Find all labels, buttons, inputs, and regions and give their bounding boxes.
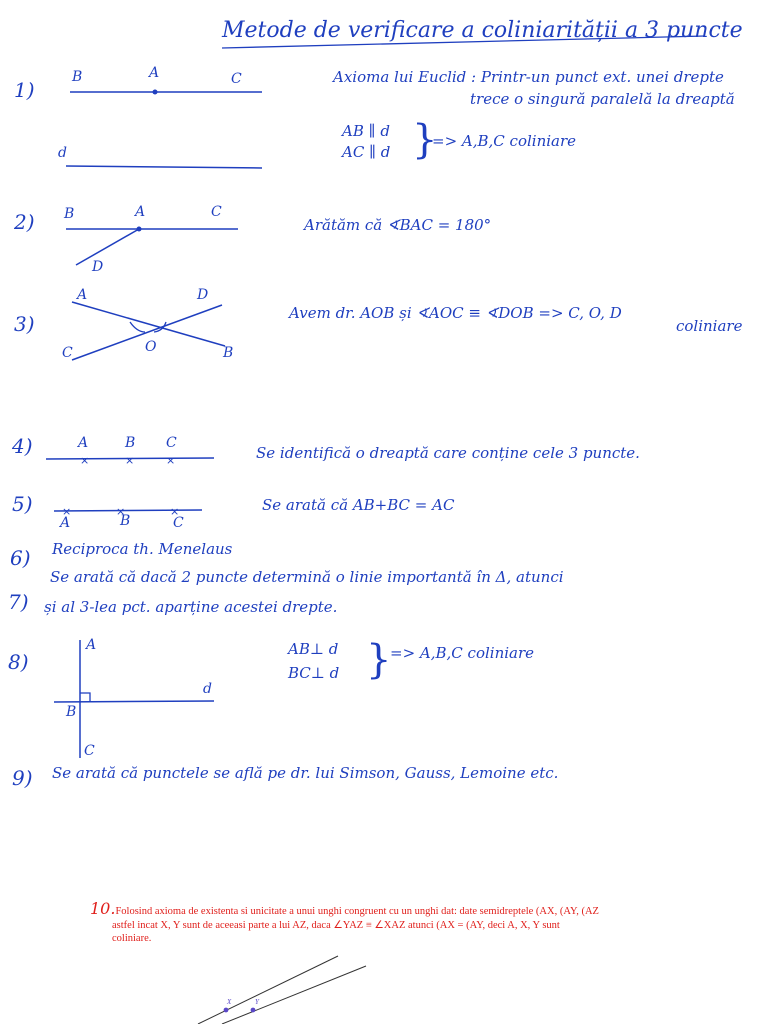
method-1-number: 1) — [14, 78, 35, 102]
method-7-text-line2: și al 3-lea pct. aparține acestei drepte. — [44, 598, 338, 616]
method-2-text: Arătăm că ∢BAC = 180° — [304, 216, 492, 234]
svg-text:×: × — [166, 454, 176, 467]
method-8-condition-2: BC⊥ d — [288, 664, 340, 682]
method-5-number: 5) — [12, 492, 33, 516]
method-8-condition-1: AB⊥ d — [288, 640, 339, 658]
svg-text:×: × — [116, 505, 126, 518]
method-9-number: 9) — [12, 766, 33, 790]
method-10-label-X: X — [227, 998, 232, 1006]
method-5-text: Se arată că AB+BC = AC — [262, 496, 455, 514]
method-2-number: 2) — [14, 210, 35, 234]
method-3-label-C: C — [62, 345, 73, 361]
method-10-text-line1: Folosind axioma de existenta si unicitate a unui unghi congruent cu un unghi dat: date semidreptele (AX, (AY, (AZ — [115, 906, 599, 917]
svg-text:×: × — [125, 454, 135, 467]
method-1-label-d: d — [58, 145, 67, 161]
method-4-number: 4) — [12, 434, 33, 458]
method-8-label-C: C — [84, 743, 95, 759]
method-4-label-A: A — [78, 435, 89, 451]
method-8-label-d: d — [203, 681, 212, 697]
method-3-number: 3) — [14, 312, 35, 336]
method-5-label-C: C — [173, 515, 184, 531]
method-1-result: => A,B,C coliniare — [432, 132, 577, 150]
svg-text:×: × — [170, 505, 180, 518]
method-2-label-D: D — [92, 259, 104, 275]
method-6-number: 6) — [10, 546, 31, 570]
method-10-point-Y — [251, 1008, 256, 1013]
method-2-label-A: A — [135, 204, 146, 220]
method-1-text-line1: Axioma lui Euclid : Printr-un punct ext. unei drepte — [333, 68, 724, 86]
method-4-text: Se identifică o dreaptă care conține cele 3 puncte. — [256, 444, 640, 462]
method-2-label-B: B — [64, 206, 75, 222]
method-5-label-A: A — [60, 515, 71, 531]
method-4-label-B: B — [125, 435, 136, 451]
page-title: Metode de verificare a coliniarității a 3 puncte — [222, 18, 743, 43]
method-3-label-A: A — [77, 287, 88, 303]
method-8-label-B: B — [66, 704, 77, 720]
method-10-label-Y: Y — [255, 998, 259, 1006]
svg-text:×: × — [80, 454, 90, 467]
method-1-brace: } — [412, 117, 438, 163]
method-7-number: 7) — [8, 590, 29, 614]
method-1-text-line2: trece o singură paralelă la dreaptă — [470, 90, 735, 108]
method-1-condition-2: AC ∥ d — [342, 143, 391, 161]
method-3-text: Avem dr. AOB și ∢AOC ≡ ∢DOB => C, O, D — [289, 304, 622, 322]
method-1-label-B: B — [72, 69, 83, 85]
svg-text:×: × — [62, 505, 72, 518]
method-10-text-line2: astfel incat X, Y sunt de aceeasi parte a lui AZ, daca ∠YAZ ≡ ∠XAZ atunci (AX = (AY, deci A, X, Y sunt — [112, 919, 560, 931]
method-4-label-C: C — [166, 435, 177, 451]
method-8-number: 8) — [8, 650, 29, 674]
method-10-point-X — [224, 1008, 229, 1013]
method-8-result: => A,B,C coliniare — [390, 644, 535, 662]
method-3-label-D: D — [197, 287, 209, 303]
method-7-text-line1: Se arată că dacă 2 puncte determină o linie importantă în Δ, atunci — [50, 568, 564, 586]
method-2-label-C: C — [211, 204, 222, 220]
method-10-text-line3: coliniare. — [112, 933, 152, 944]
method-1-label-C: C — [231, 71, 242, 87]
method-8-label-A: A — [86, 637, 97, 653]
method-9-text: Se arată că punctele se află pe dr. lui Simson, Gauss, Lemoine etc. — [52, 764, 559, 782]
method-6-text: Reciproca th. Menelaus — [52, 540, 233, 558]
method-5-label-B: B — [120, 513, 131, 529]
method-3-text-line2: coliniare — [676, 317, 743, 335]
method-8-brace: } — [366, 637, 392, 683]
method-1-label-A: A — [149, 65, 160, 81]
method-10-number: 10. — [90, 899, 116, 918]
method-3-label-O: O — [145, 339, 157, 355]
method-1-condition-1: AB ∥ d — [342, 122, 390, 140]
method-3-label-B: B — [223, 345, 234, 361]
